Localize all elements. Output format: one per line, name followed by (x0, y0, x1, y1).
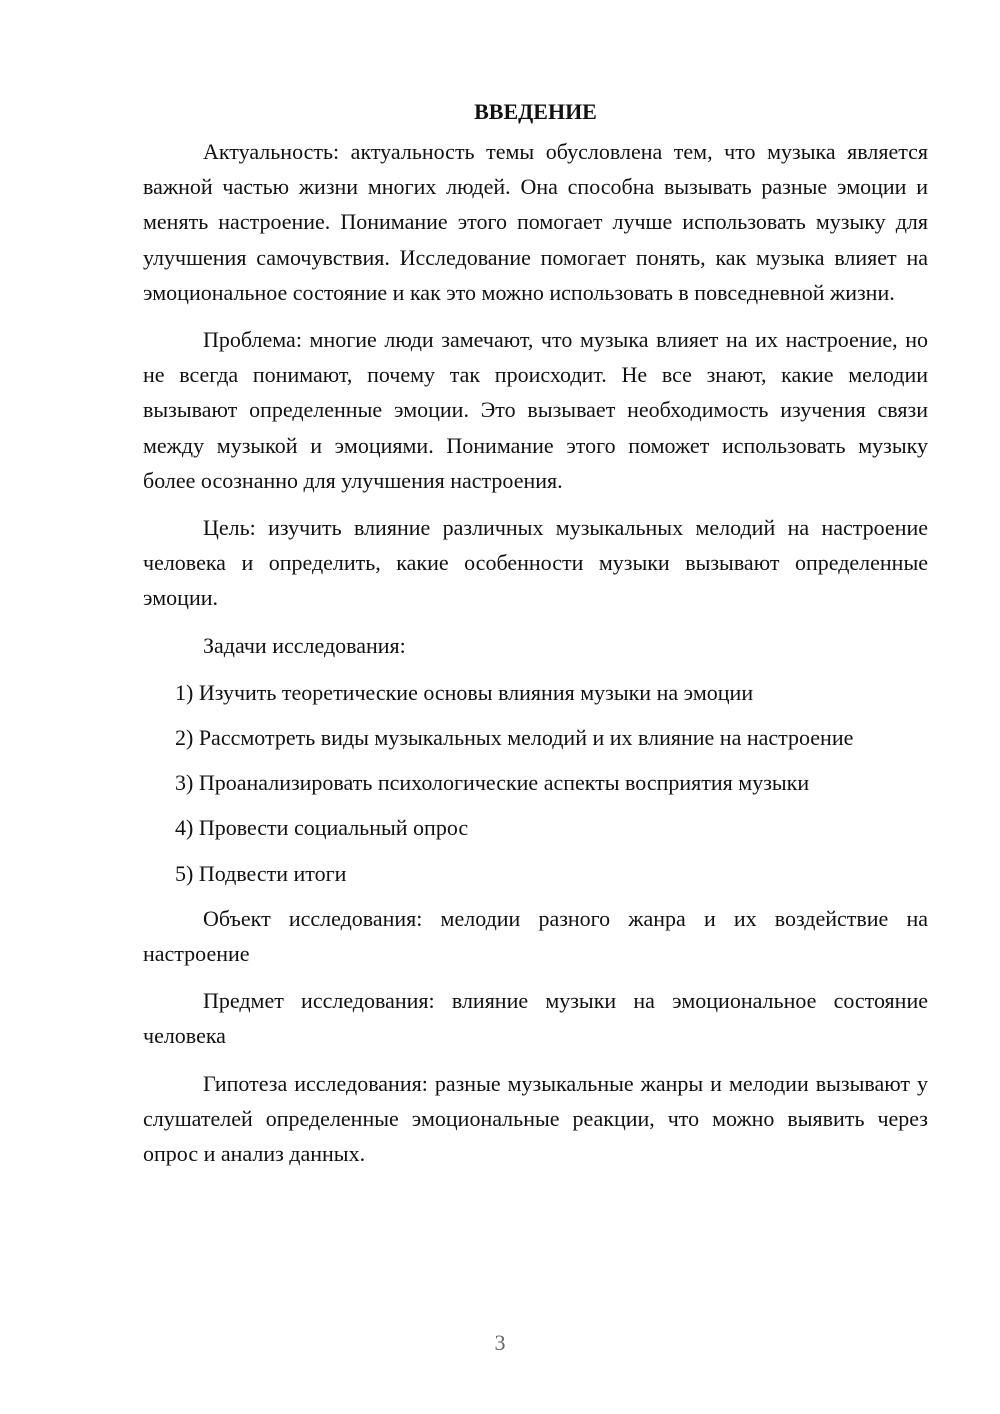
task-item: 4) Провести социальный опрос (175, 815, 469, 841)
document-page (143, 94, 928, 1183)
task-item: 1) Изучить теоретические основы влияния музыки на эмоции (175, 679, 754, 705)
tasks-heading: Задачи исследования: (203, 632, 406, 658)
task-item: 2) Рассмотреть виды музыкальных мелодий и их влияние на настроение (175, 725, 854, 751)
section-title: ВВЕДЕНИЕ (474, 99, 597, 124)
paragraph-hypothesis: Гипотеза исследования: разные музыкальные жанры и мелодии вызывают у слушателей определенные эмоциональные реакции, что можно выявить через опрос и анализ данных. (143, 1070, 928, 1167)
page-number: 3 (494, 1330, 506, 1355)
paragraph-relevance: Актуальность: актуальность темы обусловлена тем, что музыка является важной частью жизни многих людей. Она способна вызывать разные эмоции и менять настроение. Понимание этого помогает лучше использовать музыку для улучшения самочувствия. Исследование помогает понять, как музыка влияет на эмоциональное состояние и как это можно использовать в повседневной жизни. (143, 139, 928, 305)
paragraph-subject: Предмет исследования: влияние музыки на эмоциональное состояние человека (143, 988, 928, 1049)
task-item: 5) Подвести итоги (175, 860, 347, 886)
paragraph-problem: Проблема: многие люди замечают, что музыка влияет на их настроение, но не всегда понимают, почему так происходит. Не все знают, какие мелодии вызывают определенные эмоции. Это вызывает необходимость изучения связи между музыкой и эмоциями. Понимание этого поможет использовать музыку более осознанно для улучшения настроения. (143, 327, 928, 493)
paragraph-goal: Цель: изучить влияние различных музыкальных мелодий на настроение человека и определить, какие особенности музыки вызывают определенные эмоции. (143, 515, 928, 611)
paragraph-object: Объект исследования: мелодии разного жанра и их воздействие на настроение (143, 905, 928, 967)
task-item: 3) Проанализировать психологические аспекты восприятия музыки (175, 770, 810, 796)
